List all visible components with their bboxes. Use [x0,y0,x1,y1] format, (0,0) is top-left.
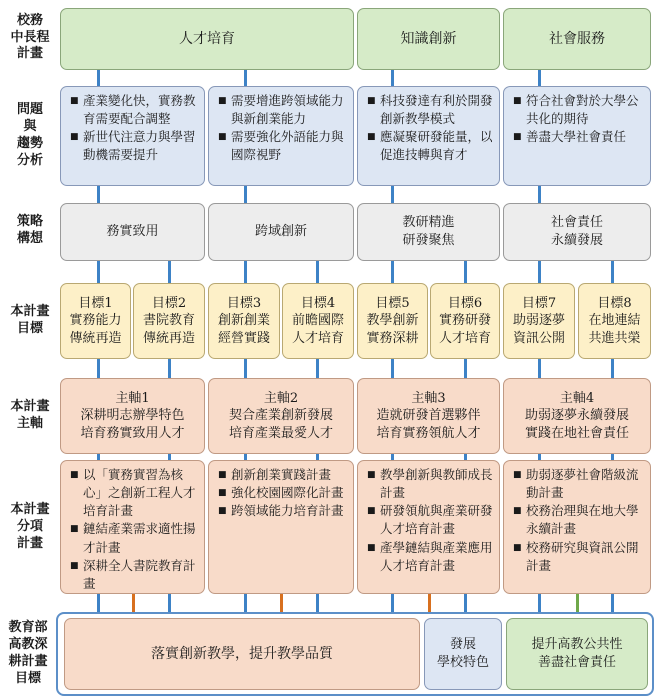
row-label-moe: 教育部 高教深 耕計畫 目標 [8,620,48,686]
goal-title: 目標7 [521,295,557,311]
goal-text: 實務研發 人才培育 [438,313,491,346]
moe-public: 提升高教公共性 善盡社會責任 [506,618,648,690]
row-label-goals: 本計畫 目標 [10,304,50,336]
subplan-item: ■ 創新創業實踐計畫 [231,466,347,484]
subplan-item: ■ 鏈結產業需求適性揚才計畫 [83,520,198,556]
goal-text: 前瞻國際 人才培育 [291,313,344,346]
row-label-issues: 問題 與 趨勢 分析 [16,102,43,168]
issue-item: ■ 新世代注意力與學習動機需要提升 [83,128,198,164]
axis-1 [60,378,205,454]
moe-teaching: 落實創新教學，提升教學品質 [64,618,420,690]
goal-text: 教學創新 實務深耕 [366,313,419,346]
moe-features: 發展 學校特色 [424,618,502,690]
issue-box-1 [60,86,205,186]
axis-title: 主軸2 [263,390,299,406]
subplan-item: ■ 校務治理與在地大學永續計畫 [526,502,644,538]
row-label-plan: 校務 中長程 計畫 [10,12,50,62]
issue-item: ■ 需要強化外語能力與國際視野 [231,128,347,164]
plan-service: 社會服務 [503,8,651,70]
strategy-4: 社會責任 永續發展 [503,203,651,261]
goal-2 [133,283,205,359]
issue-item: ■ 需要增進跨領域能力與新創業能力 [231,92,347,128]
goal-title: 目標1 [78,295,113,311]
issue-box-3 [357,86,500,186]
subplan-item: ■ 產學鏈結與產業應用人才培育計畫 [380,539,493,575]
goal-8 [578,283,651,359]
goal-text: 書院教育 傳統再造 [142,313,195,346]
strategy-3: 教研精進 研發聚焦 [357,203,500,261]
plan-knowledge: 知識創新 [357,8,500,70]
axis-4 [503,378,651,454]
axis-text: 助弱逐夢永續發展 實踐在地社會責任 [524,408,629,441]
goal-title: 目標5 [375,295,410,311]
subplan-item: ■ 研發領航與產業研發人才培育計畫 [380,502,493,538]
goal-title: 目標3 [226,295,262,311]
goal-6 [430,283,500,359]
axis-text: 契合產業創新發展 培育產業最愛人才 [228,408,333,441]
plan-talent: 人才培育 [60,8,354,70]
goal-text: 實務能力 傳統再造 [69,313,122,346]
subplan-box-1 [60,460,205,594]
axis-title: 主軸4 [559,390,595,406]
axis-title: 主軸3 [411,390,446,406]
goal-5 [357,283,428,359]
strategy-2: 跨域創新 [208,203,354,261]
row-label-subplans: 本計畫 分項 計畫 [10,502,50,551]
axis-3 [357,378,500,454]
subplan-item: ■ 助弱逐夢社會階級流動計畫 [526,466,644,502]
issue-box-2 [208,86,354,186]
issue-item: ■ 善盡大學社會責任 [526,128,644,146]
issue-item: ■ 產業變化快，實務教育需要配合調整 [83,92,198,128]
issue-item: ■ 符合社會對於大學公共化的期待 [526,92,644,128]
subplan-item: ■ 以「實務實習為核心」之創新工程人才培育計畫 [83,466,198,520]
goal-text: 助弱逐夢 資訊公開 [512,313,565,346]
subplan-item: ■ 強化校園國際化計畫 [231,484,347,502]
goal-title: 目標6 [447,295,483,311]
subplan-item: ■ 深耕全人書院教育計畫 [83,557,198,593]
goal-title: 目標8 [597,295,632,311]
axis-text: 造就研發首選夥伴 培育實務領航人才 [376,408,481,441]
goal-title: 目標2 [151,295,187,311]
issue-box-4 [503,86,651,186]
goal-text: 在地連結 共進共榮 [588,313,641,346]
goal-4 [282,283,354,359]
goal-7 [503,283,575,359]
goal-3 [208,283,280,359]
row-label-strategy: 策略 構想 [16,214,43,246]
goal-title: 目標4 [300,295,336,311]
subplan-box-4 [503,460,651,594]
axis-2 [208,378,354,454]
goal-1 [60,283,131,359]
strategy-1: 務實致用 [60,203,205,261]
subplan-item: ■ 校務研究與資訊公開計畫 [526,539,644,575]
subplan-item: ■ 跨領域能力培育計畫 [231,502,347,520]
subplan-box-2 [208,460,354,594]
goal-text: 創新創業 經營實踐 [217,313,270,346]
issue-item: ■ 應凝聚研發能量，以促進技轉與育才 [380,128,493,164]
axis-text: 深耕明志辦學特色 培育務實致用人才 [80,408,185,441]
axis-title: 主軸1 [115,390,150,406]
subplan-box-3 [357,460,500,594]
subplan-item: ■ 教學創新與教師成長計畫 [380,466,493,502]
issue-item: ■ 科技發達有利於開發創新教學模式 [380,92,493,128]
row-label-axes: 本計畫 主軸 [10,399,50,431]
